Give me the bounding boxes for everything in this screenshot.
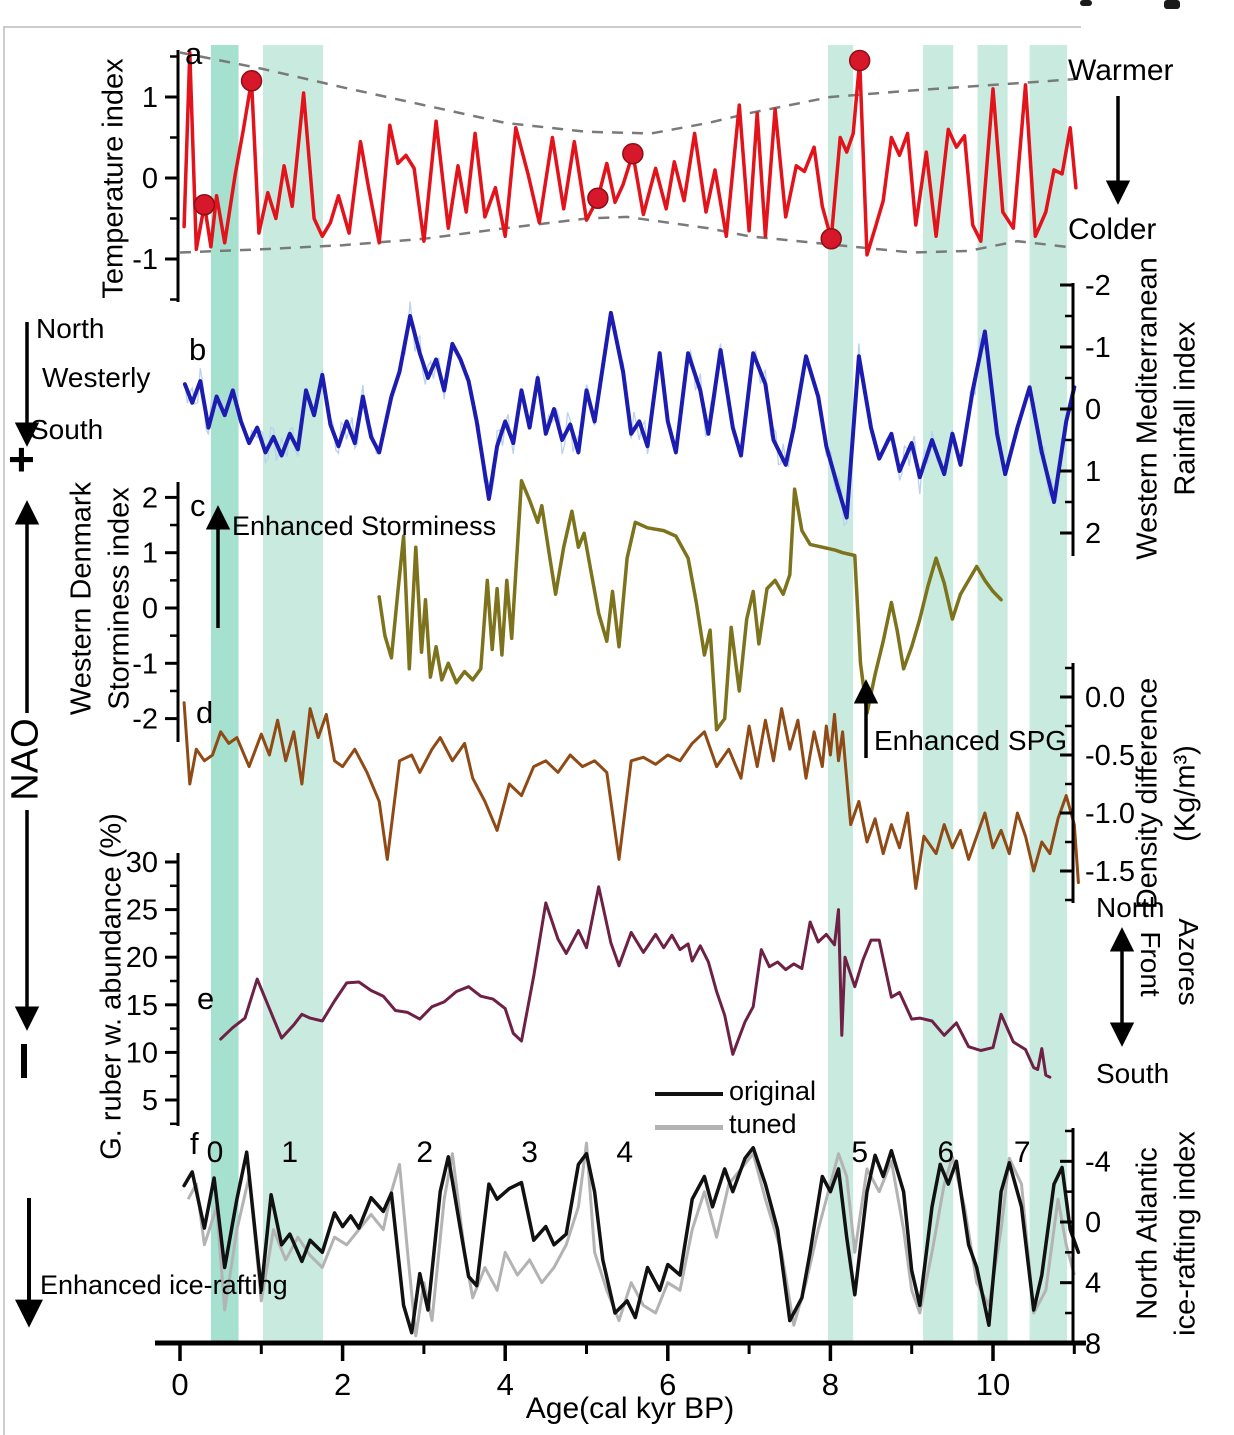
- axis-c-tick-label: -2: [132, 703, 158, 736]
- axis-b-tick-label: 2: [1085, 518, 1102, 550]
- x-tick-label: 4: [496, 1367, 514, 1402]
- azores-north-label: North: [1096, 892, 1165, 923]
- enhanced-storminess-label: Enhanced Storminess: [232, 511, 497, 541]
- axis-e-tick-label: 5: [141, 1085, 158, 1117]
- nao-minus-sign: [21, 1044, 27, 1078]
- nao-plus-sign: +: [8, 433, 35, 485]
- bond-event-label: 4: [616, 1136, 634, 1169]
- highlight-dot: [850, 51, 870, 71]
- axis-c-tick-label: 1: [141, 537, 158, 570]
- enhanced-spg-label: Enhanced SPG: [874, 725, 1068, 756]
- westerly-label: Westerly: [42, 362, 151, 393]
- warmer-label: Warmer: [1068, 54, 1174, 87]
- axis-b-tick-label: 0: [1085, 394, 1102, 426]
- axis-f-tick-label: -4: [1085, 1146, 1111, 1179]
- bond-event-label: 6: [937, 1136, 955, 1169]
- axis-d-tick-label: -1.0: [1085, 798, 1135, 830]
- highlight-band: [1030, 45, 1067, 1341]
- azores-label: Azores: [1173, 918, 1204, 1006]
- highlight-dot: [623, 144, 643, 164]
- panel-letter-a: a: [185, 36, 203, 71]
- bond-event-label: 1: [281, 1136, 299, 1169]
- density-axis-title-line2: (Kg/m³): [1169, 745, 1202, 842]
- axis-c-tick-label: 0: [141, 593, 158, 625]
- bond-event-label: 7: [1013, 1136, 1031, 1169]
- axis-f-tick-label: 0: [1085, 1207, 1102, 1239]
- axis-c-tick-label: 2: [141, 482, 158, 515]
- colder-label: Colder: [1068, 213, 1157, 246]
- axis-e-tick-label: 30: [125, 847, 158, 879]
- azores-south-label: South: [1096, 1058, 1170, 1089]
- highlight-dot: [821, 229, 841, 249]
- legend-tuned-label: tuned: [729, 1109, 797, 1139]
- axis-d-tick-label: -0.5: [1085, 740, 1135, 772]
- axis-b-tick-label: 1: [1085, 456, 1102, 488]
- south-westerly-label: South: [30, 414, 104, 445]
- axis-e-tick-label: 20: [125, 942, 158, 975]
- axis-c-tick-label: -1: [132, 648, 158, 681]
- panel-letter-f: f: [190, 1126, 199, 1161]
- bond-event-label: 3: [521, 1136, 538, 1169]
- axis-f-tick-label: 4: [1085, 1267, 1102, 1300]
- axis-b-tick-label: -2: [1085, 270, 1111, 302]
- nao-label: NAO: [4, 718, 47, 801]
- temperature-axis-title: Temperature index: [97, 58, 130, 299]
- axis-e-tick-label: 10: [125, 1037, 158, 1070]
- storminess-axis-title-line2: Storminess index: [103, 487, 136, 710]
- axis-b-tick-label: -1: [1085, 332, 1111, 364]
- density-axis-title-line1: Density difference: [1131, 677, 1164, 910]
- x-axis-title: Age(cal kyr BP): [525, 1392, 735, 1425]
- axis-a-tick-label: -1: [132, 244, 158, 276]
- axis-e-tick-label: 15: [125, 989, 158, 1022]
- legend-original-label: original: [729, 1076, 817, 1106]
- axis-d-tick-label: -1.5: [1085, 856, 1135, 888]
- axis-a-tick-label: 0: [141, 163, 158, 195]
- panel-letter-c: c: [190, 488, 206, 523]
- enhanced-ice-rafting-label: Enhanced ice-rafting: [40, 1270, 288, 1300]
- panel-letter-d: d: [196, 695, 214, 730]
- storminess-axis-title-line1: Western Denmark: [65, 481, 98, 716]
- x-tick-label: 6: [659, 1367, 677, 1402]
- legend-original-line: [655, 1092, 723, 1096]
- axis-d-tick-label: 0.0: [1085, 682, 1126, 714]
- rainfall-axis-title-line2: Rainfall index: [1169, 321, 1202, 496]
- icerafting-axis-title-line2: ice-rafting index: [1169, 1131, 1202, 1336]
- panel-letter-e: e: [197, 981, 215, 1016]
- x-tick-label: 10: [975, 1367, 1011, 1402]
- x-tick-label: 0: [171, 1367, 189, 1402]
- bond-event-label: 0: [206, 1136, 224, 1169]
- panel-letter-b: b: [189, 332, 207, 367]
- axis-e-tick-label: 25: [125, 894, 158, 927]
- x-tick-label: 2: [333, 1367, 352, 1402]
- axis-a-tick-label: 1: [141, 82, 158, 114]
- bond-event-label: 2: [416, 1136, 434, 1169]
- rainfall-axis-title-line1: Western Mediterranean: [1131, 257, 1164, 560]
- highlight-dot: [588, 188, 608, 208]
- north-westerly-label: North: [36, 313, 105, 344]
- icerafting-axis-title-line1: North Atlantic: [1131, 1147, 1164, 1320]
- gruber-axis-title: G. ruber w. abundance (%): [95, 813, 128, 1160]
- highlight-dot: [194, 195, 214, 215]
- highlight-dot: [242, 71, 262, 91]
- front-label: Front: [1135, 931, 1166, 997]
- x-tick-label: 8: [821, 1367, 840, 1402]
- axis-f-tick-label: 8: [1085, 1328, 1102, 1361]
- bond-event-label: 5: [851, 1136, 869, 1169]
- legend-tuned-line: [655, 1125, 723, 1130]
